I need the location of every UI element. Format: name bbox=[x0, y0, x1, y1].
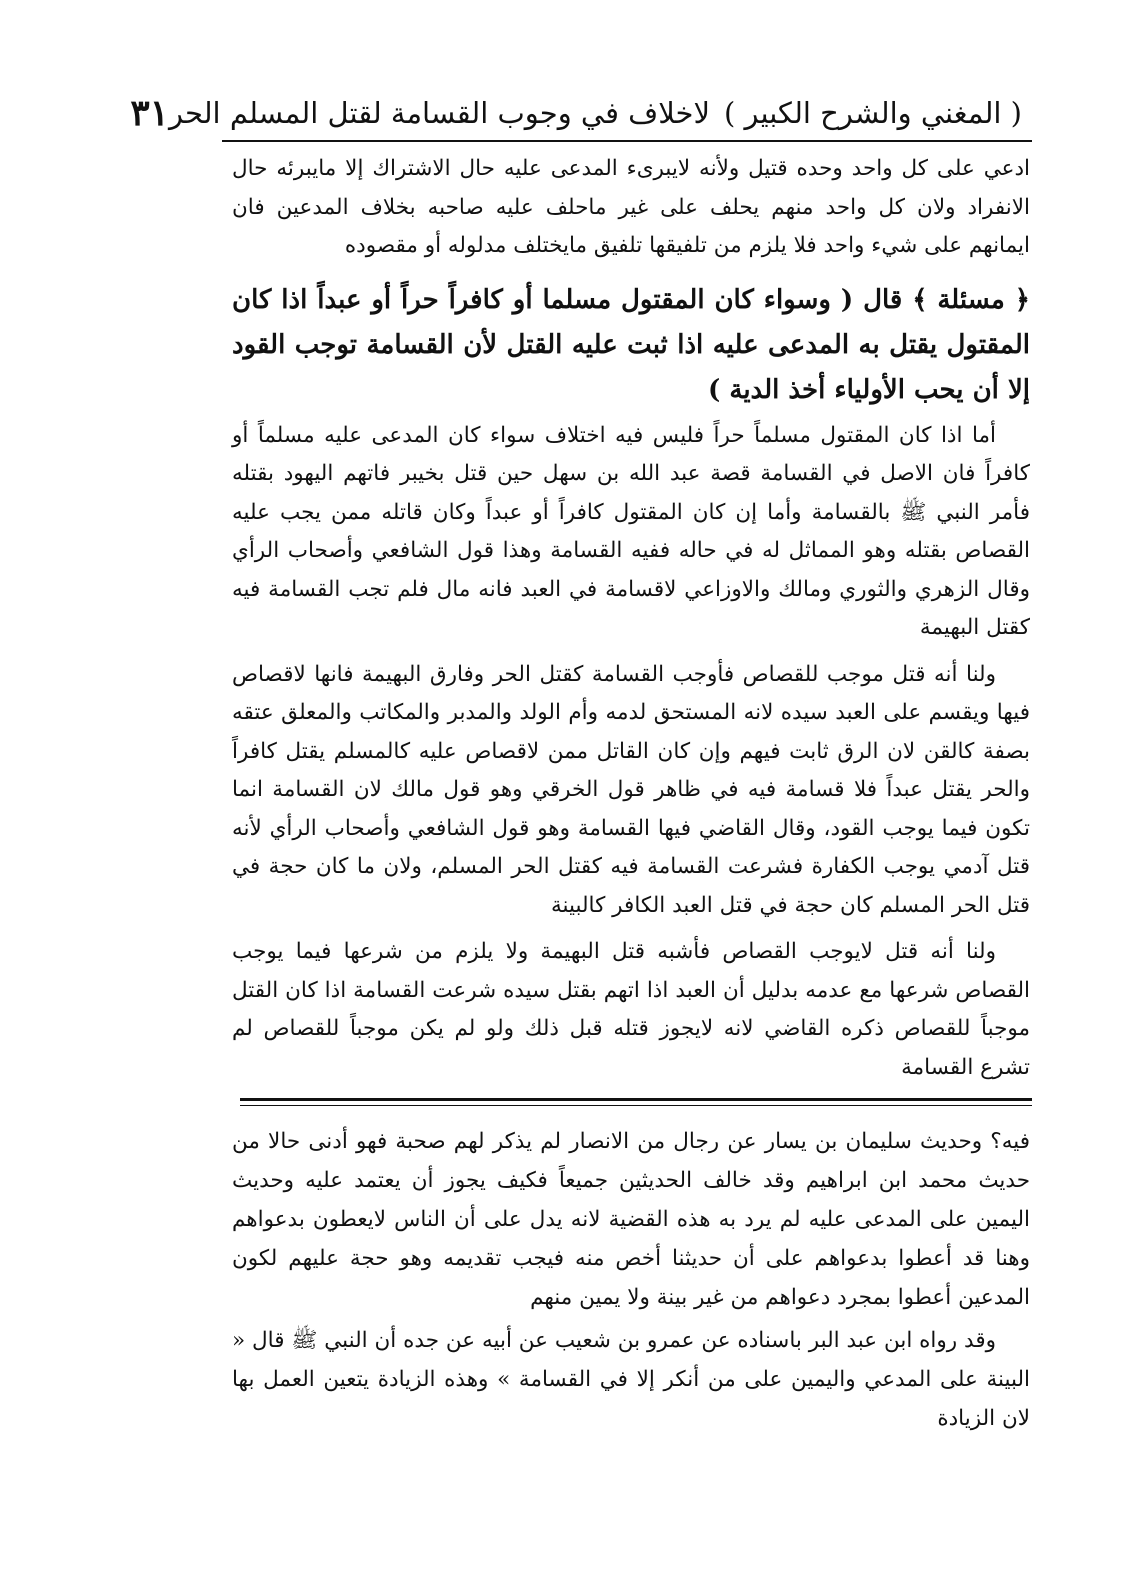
paragraph-3: ولنا أنه قتل موجب للقصاص فأوجب القسامة كقتل الحر وفارق البهيمة فانها لاقصاص فيها ويقسم على العبد سيده لانه المستحق لدمه وأم الولد والمدبر والمكاتب والمعلق عتقه بصفة كالقن لان الرق ثابت فيهم وإن كان القاتل ممن لاقصاص عليه كالمسلم يقتل كافراً والحر يقتل عبداً فلا قسامة فيه في ظاهر قول الخرقي وهو قول مالك لان القسامة انما تكون فيما يوجب القود، وقال القاضي فيها القسامة وهو قول الشافعي وأصحاب الرأي لأنه قتل آدمي يوجب الكفارة فشرعت القسامة فيه كقتل الحر المسلم، ولان ما كان حجة في قتل الحر المسلم كان حجة في قتل العبد الكافر كالبينة bbox=[232, 661, 1030, 918]
paragraph-2: أما اذا كان المقتول مسلماً حراً فليس فيه اختلاف سواء كان المدعى عليه مسلماً أو كافراً فان الاصل في القسامة قصة عبد الله بن سهل حين قتل بخيبر فاتهم اليهود بقتله فأمر النبي ﷺ بالقسامة وأما إن كان المقتول كافراً أو عبداً وكان قاتله ممن يجب عليه القصاص بقتله وهو المماثل له في حاله ففيه القسامة وهذا قول الشافعي وأصحاب الرأي وقال الزهري والثوري ومالك والاوزاعي لاقسامة في العبد فانه مال فلم تجب القسامة فيه كقتل البهيمة bbox=[232, 422, 1030, 640]
footnote-separator-thick bbox=[240, 1098, 1032, 1101]
commentary-paragraph-2: وقد رواه ابن عبد البر باسناده عن عمرو بن شعيب عن أبيه عن جده أن النبي ﷺ قال « البينة على المدعي واليمين على من أنكر إلا في القسامة » وهذه الزيادة يتعين العمل بها لان الزيادة bbox=[232, 1328, 1030, 1431]
footnote-separator-thin bbox=[240, 1105, 1032, 1106]
page-number: ٣١ bbox=[130, 92, 169, 134]
problem-statement: ﴿ مسئلة ﴾ قال ( وسواء كان المقتول مسلما أو كافراً حراً أو عبداً اذا كان المقتول يقتل به المدعى عليه اذا ثبت عليه القتل لأن القسامة توجب القود إلا أن يحب الأولياء أخذ الدية ) bbox=[232, 284, 1030, 405]
commentary-paragraph-1: فيه؟ وحديث سليمان بن يسار عن رجال من الانصار لم يذكر لهم صحبة فهو أدنى حالا من حديث محمد ابن ابراهيم وقد خالف الحديثين جميعاً فكيف يجوز أن يعتمد عليه وحديث اليمين على المدعى عليه لم يرد به هذه القضية لانه يدل على أن الناس لايعطون بدعواهم وهنا قد أعطوا بدعواهم على أن حديثنا أخص منه فيجب تقديمه وهو حجة عليهم لكون المدعين أعطوا بمجرد دعواهم من غير بينة ولا يمين منهم bbox=[232, 1129, 1030, 1310]
paragraph-4: ولنا أنه قتل لايوجب القصاص فأشبه قتل البهيمة ولا يلزم من شرعها فيما يوجب القصاص شرعها مع عدمه بدليل أن العبد اذا اتهم بقتل سيده شرعت القسامة اذا كان القتل موجباً للقصاص ذكره القاضي لانه لايجوز قتله قبل ذلك ولو لم يكن موجباً للقصاص لم تشرع القسامة bbox=[232, 939, 1030, 1080]
running-header bbox=[130, 92, 1022, 134]
book-title: ( المغني والشرح الكبير ) bbox=[724, 96, 1022, 130]
main-text bbox=[232, 150, 1030, 1087]
commentary-text bbox=[232, 1122, 1030, 1438]
chapter-heading: لاخلاف في وجوب القسامة لقتل المسلم الحر bbox=[169, 96, 711, 130]
paragraph-1: ادعي على كل واحد وحده قتيل ولأنه لايبرىء المدعى عليه حال الاشتراك إلا مايبرئه حال الانفراد ولان كل واحد منهم يحلف على غير ماحلف عليه صاحبه بخلاف المدعين فان ايمانهم على شيء واحد فلا يلزم من تلفيقها تلفيق مايختلف مدلوله أو مقصوده bbox=[232, 156, 1030, 258]
header-rule bbox=[222, 140, 1032, 142]
